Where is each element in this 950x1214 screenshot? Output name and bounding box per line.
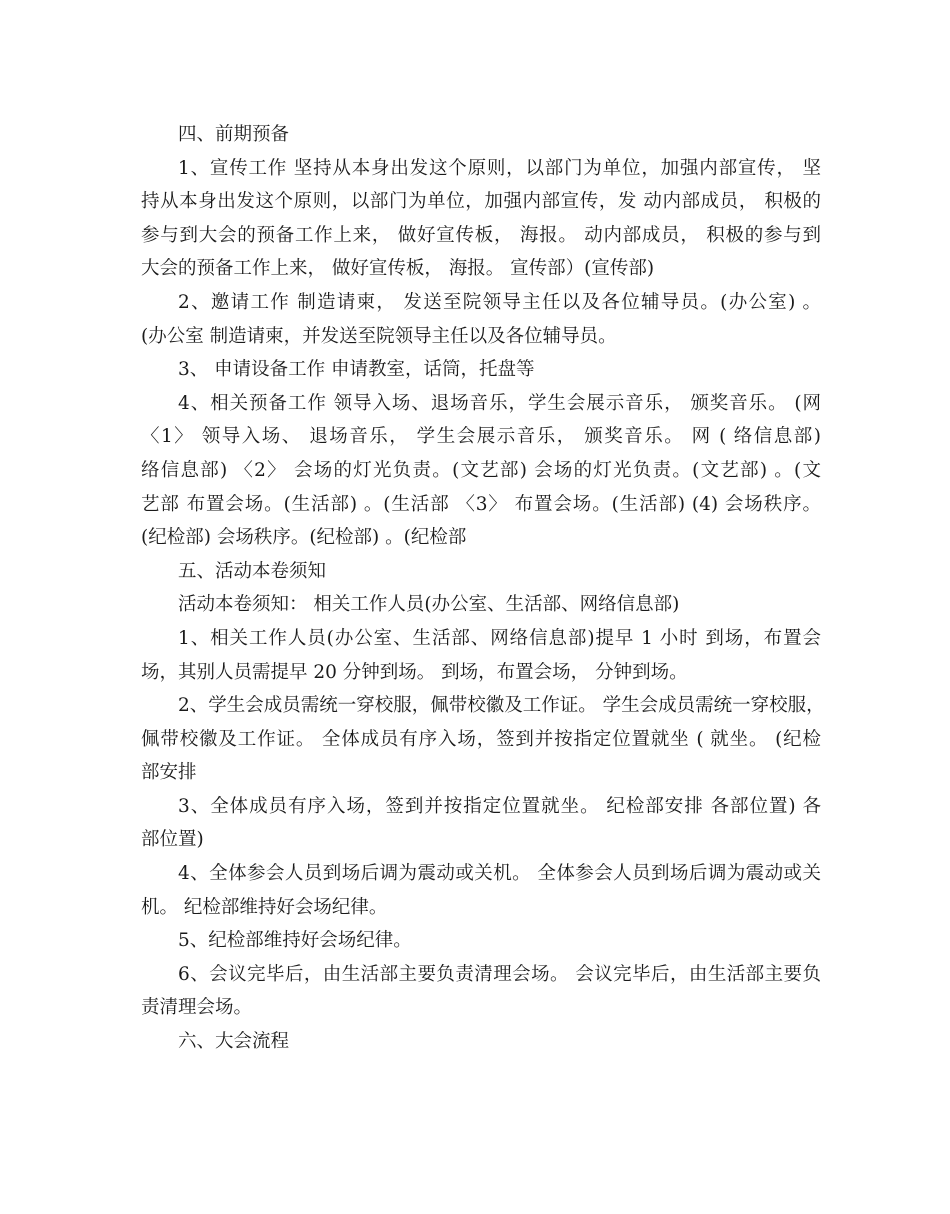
- text-line: 大会的预备工作上来， 做好宣传板， 海报。 宣传部）(宣传部): [141, 258, 655, 280]
- text-line: 五、活动本卷须知: [178, 560, 327, 582]
- text-line: 责清理会场。: [141, 997, 253, 1019]
- text-line: 活动本卷须知： 相关工作人员(办公室、生活部、网络信息部): [178, 594, 680, 616]
- text-line: 场，其别人员需提早 20 分钟到场。 到场，布置会场， 分钟到场。: [141, 661, 688, 683]
- text-line: (纪检部) 会场秩序。(纪检部) 。(纪检部: [141, 527, 467, 549]
- text-line: 3、 申请设备工作 申请教室，话筒，托盘等: [178, 359, 535, 381]
- text-line: 1、宣传工作 坚持从本身出发这个原则，以部门为单位，加强内部宣传， 坚: [178, 157, 821, 179]
- text-line: 部位置): [141, 829, 204, 851]
- text-line: 3、全体成员有序入场，签到并按指定位置就坐。 纪检部安排 各部位置) 各: [178, 795, 821, 817]
- text-line: 4、全体参会人员到场后调为震动或关机。 全体参会人员到场后调为震动或关: [178, 863, 821, 885]
- text-line: (办公室 制造请柬，并发送至院领导主任以及各位辅导员。: [141, 325, 617, 347]
- text-line: 部安排: [141, 762, 197, 784]
- text-line: 6、会议完毕后，由生活部主要负责清理会场。 会议完毕后，由生活部主要负: [178, 963, 821, 985]
- text-line: 络信息部) 〈2〉 会场的灯光负责。(文艺部) 会场的灯光负责。(文艺部) 。(文: [141, 459, 821, 481]
- text-line: 〈1〉 领导入场、 退场音乐， 学生会展示音乐， 颁奖音乐。 网 ( 络信息部): [141, 426, 821, 448]
- text-line: 四、前期预备: [178, 124, 290, 145]
- text-line: 4、相关预备工作 领导入场、退场音乐，学生会展示音乐， 颁奖音乐。 (网: [178, 392, 821, 414]
- text-line: 机。 纪检部维持好会场纪律。: [141, 896, 388, 918]
- text-line: 2、邀请工作 制造请柬， 发送至院领导主任以及各位辅导员。(办公室) 。: [178, 291, 821, 313]
- text-line: 佩带校徽及工作证。 全体成员有序入场，签到并按指定位置就坐 ( 就坐。 (纪检: [141, 728, 821, 750]
- text-line: 5、纪检部维持好会场纪律。: [178, 930, 412, 952]
- text-line: 参与到大会的预备工作上来， 做好宣传板， 海报。 动内部成员， 积极的参与到: [141, 224, 821, 246]
- text-line: 1、相关工作人员(办公室、生活部、网络信息部)提早 1 小时 到场，布置会: [178, 627, 821, 649]
- text-line: 六、大会流程: [178, 1031, 290, 1053]
- text-line: 持从本身出发这个原则，以部门为单位，加强内部宣传，发 动内部成员， 积极的: [141, 191, 821, 213]
- document-page: [141, 118, 825, 1059]
- text-line: 2、学生会成员需统一穿校服，佩带校徽及工作证。 学生会成员需统一穿校服，: [178, 695, 825, 717]
- text-line: 艺部 布置会场。(生活部) 。(生活部 〈3〉 布置会场。(生活部) (4) 会场秩序。: [141, 493, 821, 515]
